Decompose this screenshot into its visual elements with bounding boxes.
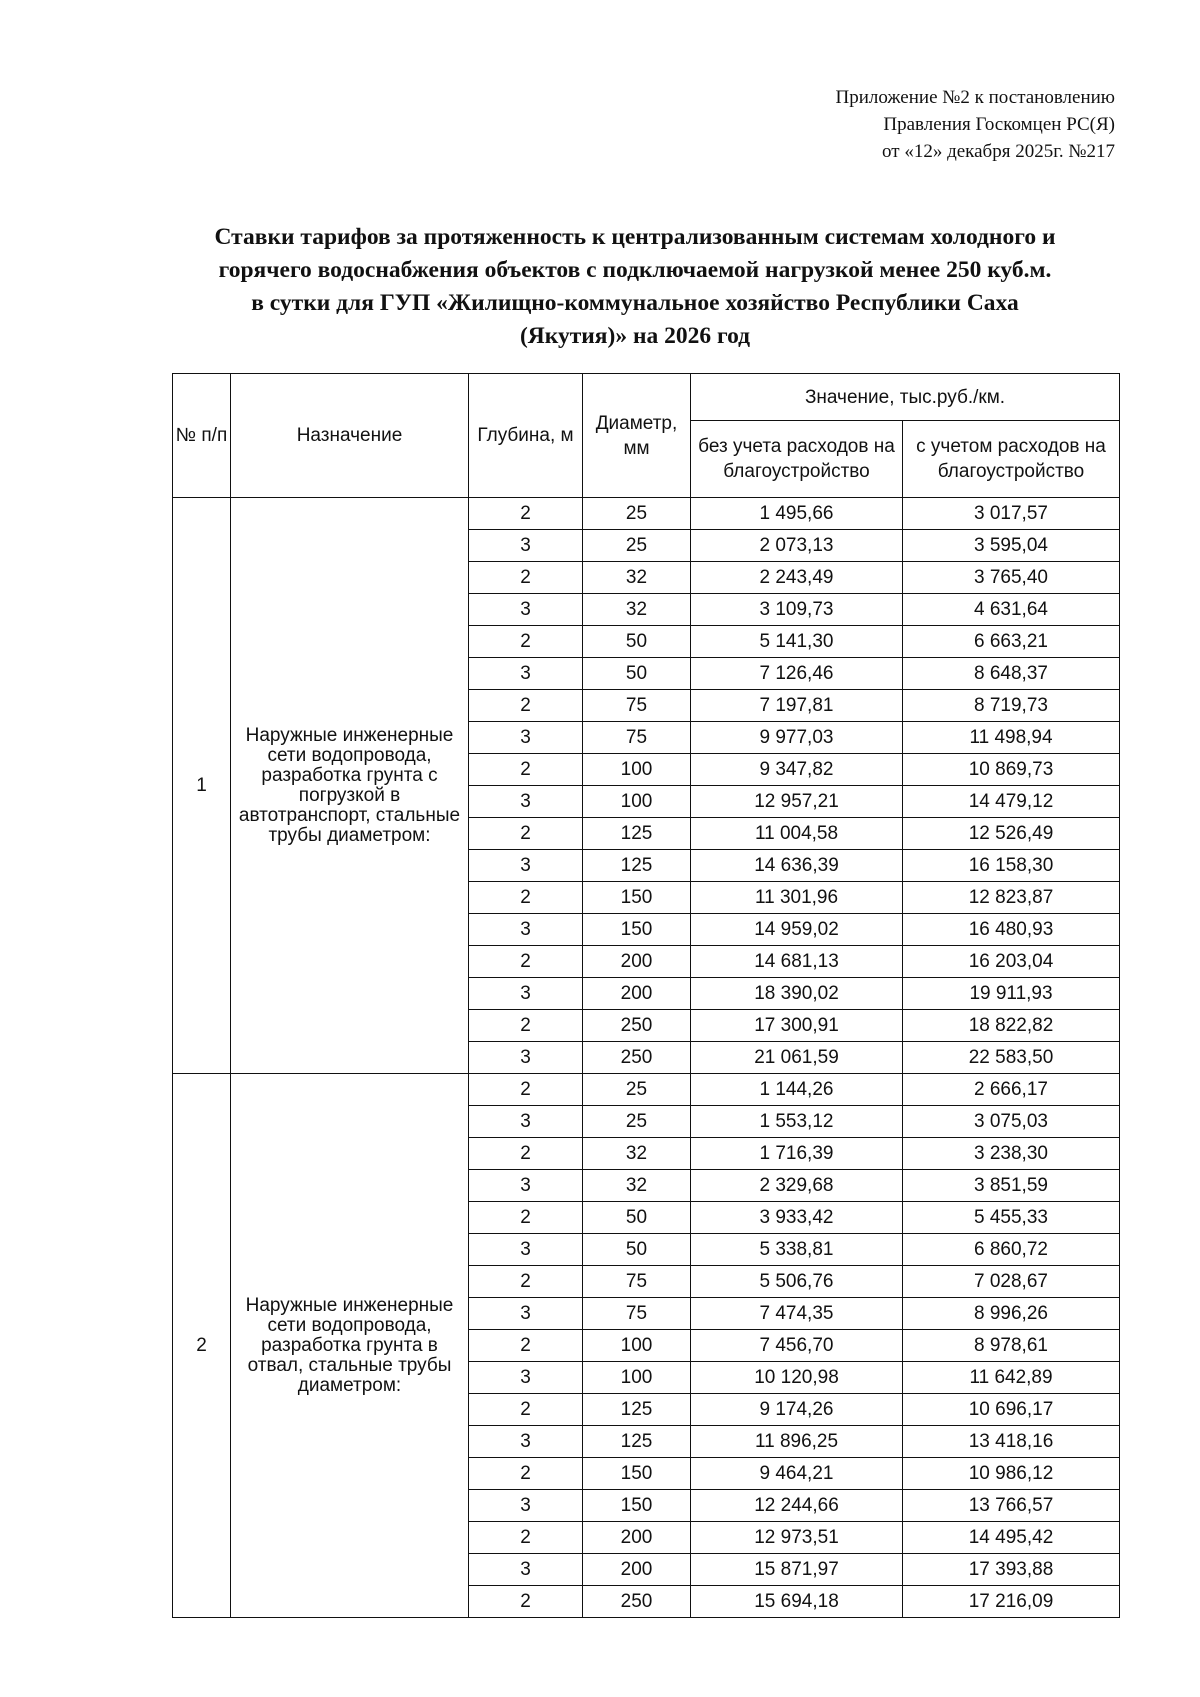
value-without-cell: 7 474,35	[691, 1298, 903, 1330]
value-with-cell: 3 075,03	[903, 1106, 1120, 1138]
header-depth: Глубина, м	[469, 374, 583, 498]
value-without-cell: 11 896,25	[691, 1426, 903, 1458]
value-without-cell: 2 329,68	[691, 1170, 903, 1202]
depth-cell: 2	[469, 946, 583, 978]
value-with-cell: 10 869,73	[903, 754, 1120, 786]
value-with-cell: 2 666,17	[903, 1074, 1120, 1106]
diameter-cell: 125	[583, 850, 691, 882]
depth-cell: 2	[469, 1458, 583, 1490]
depth-cell: 3	[469, 658, 583, 690]
value-with-cell: 3 595,04	[903, 530, 1120, 562]
depth-cell: 2	[469, 1394, 583, 1426]
depth-cell: 2	[469, 690, 583, 722]
value-without-cell: 7 456,70	[691, 1330, 903, 1362]
diameter-cell: 75	[583, 1298, 691, 1330]
depth-cell: 2	[469, 1586, 583, 1618]
value-with-cell: 11 642,89	[903, 1362, 1120, 1394]
header-value: Значение, тыс.руб./км.	[691, 374, 1120, 421]
depth-cell: 2	[469, 1074, 583, 1106]
depth-cell: 3	[469, 850, 583, 882]
value-with-cell: 12 526,49	[903, 818, 1120, 850]
header-with-improvement: с учетом расходов на благоустройство	[903, 421, 1120, 498]
value-without-cell: 10 120,98	[691, 1362, 903, 1394]
value-with-cell: 10 986,12	[903, 1458, 1120, 1490]
value-with-cell: 8 996,26	[903, 1298, 1120, 1330]
value-with-cell: 18 822,82	[903, 1010, 1120, 1042]
value-with-cell: 10 696,17	[903, 1394, 1120, 1426]
depth-cell: 2	[469, 882, 583, 914]
value-with-cell: 7 028,67	[903, 1266, 1120, 1298]
diameter-cell: 75	[583, 722, 691, 754]
diameter-cell: 32	[583, 1138, 691, 1170]
value-with-cell: 17 393,88	[903, 1554, 1120, 1586]
diameter-cell: 75	[583, 1266, 691, 1298]
group-number-cell: 2	[173, 1074, 231, 1618]
value-with-cell: 16 158,30	[903, 850, 1120, 882]
diameter-cell: 200	[583, 978, 691, 1010]
depth-cell: 2	[469, 1522, 583, 1554]
diameter-cell: 125	[583, 818, 691, 850]
value-without-cell: 12 957,21	[691, 786, 903, 818]
value-without-cell: 14 681,13	[691, 946, 903, 978]
tariff-table	[172, 373, 1120, 1618]
value-with-cell: 3 765,40	[903, 562, 1120, 594]
value-without-cell: 3 933,42	[691, 1202, 903, 1234]
header-purpose: Назначение	[231, 374, 469, 498]
depth-cell: 3	[469, 722, 583, 754]
depth-cell: 3	[469, 1426, 583, 1458]
value-without-cell: 15 694,18	[691, 1586, 903, 1618]
document-title	[160, 221, 1110, 353]
value-with-cell: 12 823,87	[903, 882, 1120, 914]
diameter-cell: 50	[583, 1202, 691, 1234]
depth-cell: 2	[469, 1010, 583, 1042]
group-purpose-cell: Наружные инженерные сети водопровода, разработка грунта в отвал, стальные трубы диаметром:	[231, 1074, 469, 1618]
diameter-cell: 100	[583, 786, 691, 818]
value-with-cell: 8 978,61	[903, 1330, 1120, 1362]
value-without-cell: 9 174,26	[691, 1394, 903, 1426]
depth-cell: 3	[469, 1234, 583, 1266]
value-with-cell: 4 631,64	[903, 594, 1120, 626]
value-without-cell: 1 144,26	[691, 1074, 903, 1106]
depth-cell: 2	[469, 1202, 583, 1234]
title-line-4: (Якутия)» на 2026 год	[519, 323, 751, 349]
value-with-cell: 14 495,42	[903, 1522, 1120, 1554]
diameter-cell: 125	[583, 1394, 691, 1426]
depth-cell: 3	[469, 914, 583, 946]
value-with-cell: 3 017,57	[903, 498, 1120, 530]
value-without-cell: 2 073,13	[691, 530, 903, 562]
value-without-cell: 5 141,30	[691, 626, 903, 658]
diameter-cell: 100	[583, 754, 691, 786]
diameter-cell: 32	[583, 562, 691, 594]
depth-cell: 2	[469, 1266, 583, 1298]
group-number-cell: 1	[173, 498, 231, 1074]
table-body	[173, 498, 1120, 1618]
diameter-cell: 100	[583, 1330, 691, 1362]
value-without-cell: 12 973,51	[691, 1522, 903, 1554]
value-with-cell: 14 479,12	[903, 786, 1120, 818]
value-without-cell: 12 244,66	[691, 1490, 903, 1522]
header-without-improvement: без учета расходов на благоустройство	[691, 421, 903, 498]
value-with-cell: 16 203,04	[903, 946, 1120, 978]
diameter-cell: 25	[583, 1106, 691, 1138]
diameter-cell: 25	[583, 1074, 691, 1106]
value-without-cell: 11 004,58	[691, 818, 903, 850]
value-with-cell: 13 418,16	[903, 1426, 1120, 1458]
diameter-cell: 32	[583, 1170, 691, 1202]
diameter-cell: 250	[583, 1042, 691, 1074]
diameter-cell: 50	[583, 658, 691, 690]
value-with-cell: 13 766,57	[903, 1490, 1120, 1522]
depth-cell: 3	[469, 1042, 583, 1074]
diameter-cell: 200	[583, 946, 691, 978]
depth-cell: 2	[469, 754, 583, 786]
value-without-cell: 14 636,39	[691, 850, 903, 882]
value-with-cell: 3 851,59	[903, 1170, 1120, 1202]
value-without-cell: 15 871,97	[691, 1554, 903, 1586]
value-without-cell: 3 109,73	[691, 594, 903, 626]
value-without-cell: 9 464,21	[691, 1458, 903, 1490]
value-with-cell: 16 480,93	[903, 914, 1120, 946]
value-without-cell: 5 338,81	[691, 1234, 903, 1266]
diameter-cell: 150	[583, 1490, 691, 1522]
diameter-cell: 250	[583, 1010, 691, 1042]
diameter-cell: 25	[583, 530, 691, 562]
value-with-cell: 22 583,50	[903, 1042, 1120, 1074]
appendix-line-2: Правления Госкомцен РС(Я)	[883, 114, 1115, 135]
depth-cell: 3	[469, 978, 583, 1010]
value-without-cell: 1 553,12	[691, 1106, 903, 1138]
depth-cell: 3	[469, 1170, 583, 1202]
depth-cell: 3	[469, 786, 583, 818]
value-without-cell: 21 061,59	[691, 1042, 903, 1074]
value-without-cell: 9 977,03	[691, 722, 903, 754]
title-line-2: горячего водоснабжения объектов с подключаемой нагрузкой менее 250 куб.м.	[218, 257, 1052, 283]
depth-cell: 3	[469, 1362, 583, 1394]
diameter-cell: 200	[583, 1522, 691, 1554]
value-with-cell: 6 663,21	[903, 626, 1120, 658]
table-header	[173, 374, 1120, 498]
diameter-cell: 150	[583, 1458, 691, 1490]
title-line-3: в сутки для ГУП «Жилищно-коммунальное хозяйство Республики Саха	[251, 290, 1019, 316]
value-without-cell: 11 301,96	[691, 882, 903, 914]
diameter-cell: 150	[583, 914, 691, 946]
diameter-cell: 50	[583, 626, 691, 658]
depth-cell: 3	[469, 594, 583, 626]
value-with-cell: 19 911,93	[903, 978, 1120, 1010]
diameter-cell: 150	[583, 882, 691, 914]
depth-cell: 2	[469, 1330, 583, 1362]
value-with-cell: 8 648,37	[903, 658, 1120, 690]
diameter-cell: 50	[583, 1234, 691, 1266]
depth-cell: 2	[469, 818, 583, 850]
depth-cell: 3	[469, 1298, 583, 1330]
diameter-cell: 100	[583, 1362, 691, 1394]
depth-cell: 2	[469, 1138, 583, 1170]
depth-cell: 2	[469, 498, 583, 530]
depth-cell: 3	[469, 1490, 583, 1522]
value-without-cell: 18 390,02	[691, 978, 903, 1010]
depth-cell: 3	[469, 1106, 583, 1138]
value-without-cell: 14 959,02	[691, 914, 903, 946]
depth-cell: 3	[469, 530, 583, 562]
diameter-cell: 75	[583, 690, 691, 722]
group-purpose-cell: Наружные инженерные сети водопровода, разработка грунта с погрузкой в автотранспорт, стальные трубы диаметром:	[231, 498, 469, 1074]
diameter-cell: 32	[583, 594, 691, 626]
header-diameter: Диаметр, мм	[583, 374, 691, 498]
depth-cell: 2	[469, 562, 583, 594]
value-without-cell: 1 716,39	[691, 1138, 903, 1170]
diameter-cell: 200	[583, 1554, 691, 1586]
depth-cell: 2	[469, 626, 583, 658]
title-line-1: Ставки тарифов за протяженность к централизованным системам холодного и	[214, 224, 1056, 250]
depth-cell: 3	[469, 1554, 583, 1586]
value-without-cell: 17 300,91	[691, 1010, 903, 1042]
value-without-cell: 7 126,46	[691, 658, 903, 690]
diameter-cell: 250	[583, 1586, 691, 1618]
value-without-cell: 5 506,76	[691, 1266, 903, 1298]
table-row	[173, 1074, 1120, 1106]
appendix-reference	[836, 84, 1115, 165]
value-with-cell: 17 216,09	[903, 1586, 1120, 1618]
value-with-cell: 5 455,33	[903, 1202, 1120, 1234]
value-with-cell: 11 498,94	[903, 722, 1120, 754]
appendix-line-3: от «12» декабря 2025г. №217	[882, 141, 1115, 162]
value-without-cell: 7 197,81	[691, 690, 903, 722]
header-number: № п/п	[173, 374, 231, 498]
value-with-cell: 8 719,73	[903, 690, 1120, 722]
table-row	[173, 498, 1120, 530]
diameter-cell: 25	[583, 498, 691, 530]
value-without-cell: 1 495,66	[691, 498, 903, 530]
value-without-cell: 9 347,82	[691, 754, 903, 786]
value-with-cell: 3 238,30	[903, 1138, 1120, 1170]
value-without-cell: 2 243,49	[691, 562, 903, 594]
value-with-cell: 6 860,72	[903, 1234, 1120, 1266]
appendix-line-1: Приложение №2 к постановлению	[835, 87, 1115, 108]
diameter-cell: 125	[583, 1426, 691, 1458]
